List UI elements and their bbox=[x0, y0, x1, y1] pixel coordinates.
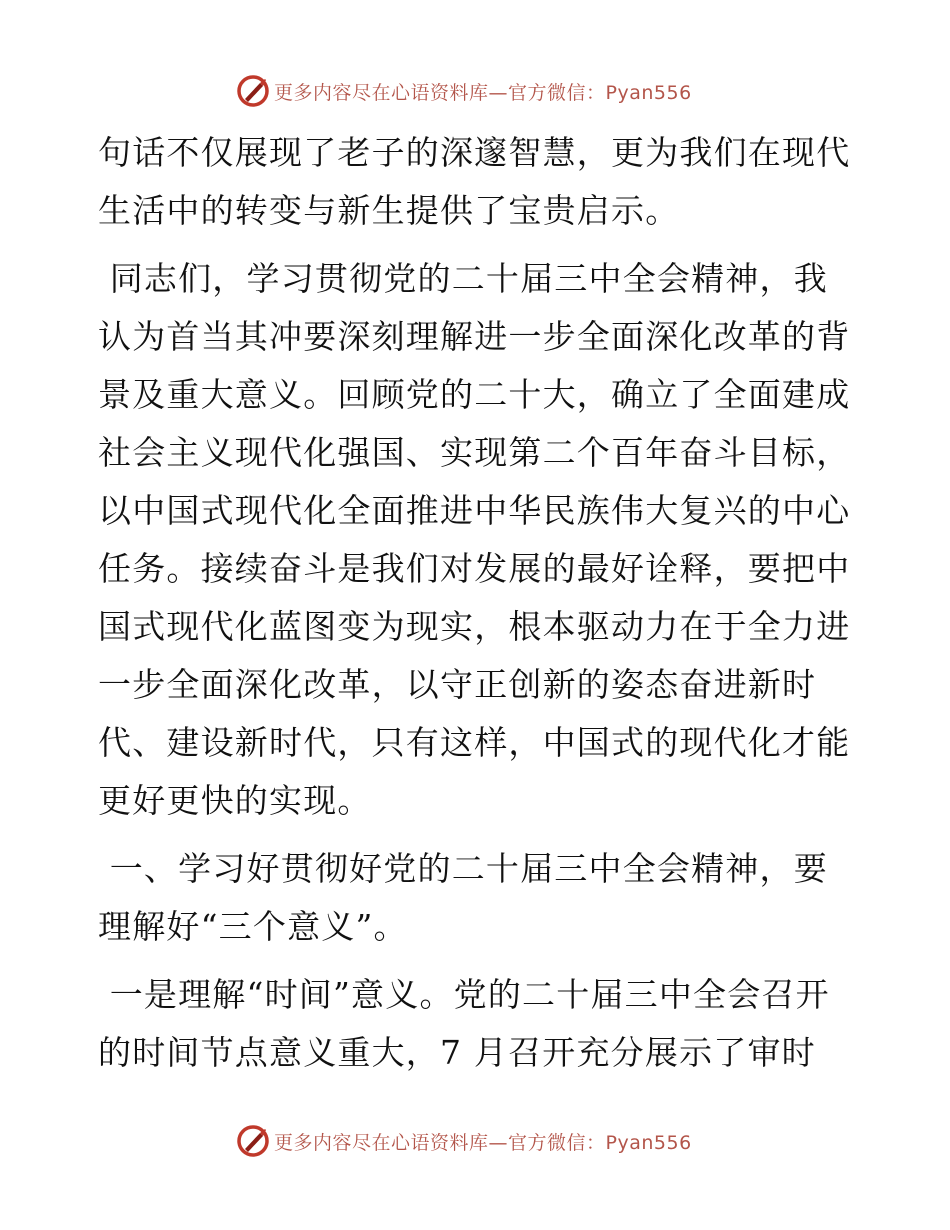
brush-circle-logo-icon bbox=[236, 74, 270, 108]
paragraph-4: 一是理解“时间”意义。党的二十届三中全会召开的时间节点意义重大，7 月召开充分展示了审时 bbox=[98, 975, 830, 1072]
document-body bbox=[98, 124, 858, 1082]
paragraph-1: 句话不仅展现了老子的深邃智慧，更为我们在现代生活中的转变与新生提供了宝贵启示。 bbox=[98, 133, 851, 230]
watermark-text: 更多内容尽在心语资料库—官方微信：Pyan556 bbox=[274, 1131, 692, 1154]
brush-circle-logo-icon bbox=[236, 1124, 270, 1158]
paragraph-3: 一、学习好贯彻好党的二十届三中全会精神，要理解好“三个意义”。 bbox=[98, 849, 828, 946]
paragraph-2: 同志们，学习贯彻党的二十届三中全会精神，我认为首当其冲要深刻理解进一步全面深化改革的背景及重大意义。回顾党的二十大，确立了全面建成社会主义现代化强国、实现第二个百年奋斗目标，以中国式现代化全面推进中华民族伟大复兴的中心任务。接续奋斗是我们对发展的最好诠释，要把中国式现代化蓝图变为现实，根本驱动力在于全力进一步全面深化改革，以守正创新的姿态奋进新时代、建设新时代，只有这样，中国式的现代化才能更好更快的实现。 bbox=[98, 259, 851, 820]
footer-watermark bbox=[236, 1124, 692, 1158]
header-watermark bbox=[236, 74, 692, 108]
watermark-text: 更多内容尽在心语资料库—官方微信：Pyan556 bbox=[274, 81, 692, 104]
